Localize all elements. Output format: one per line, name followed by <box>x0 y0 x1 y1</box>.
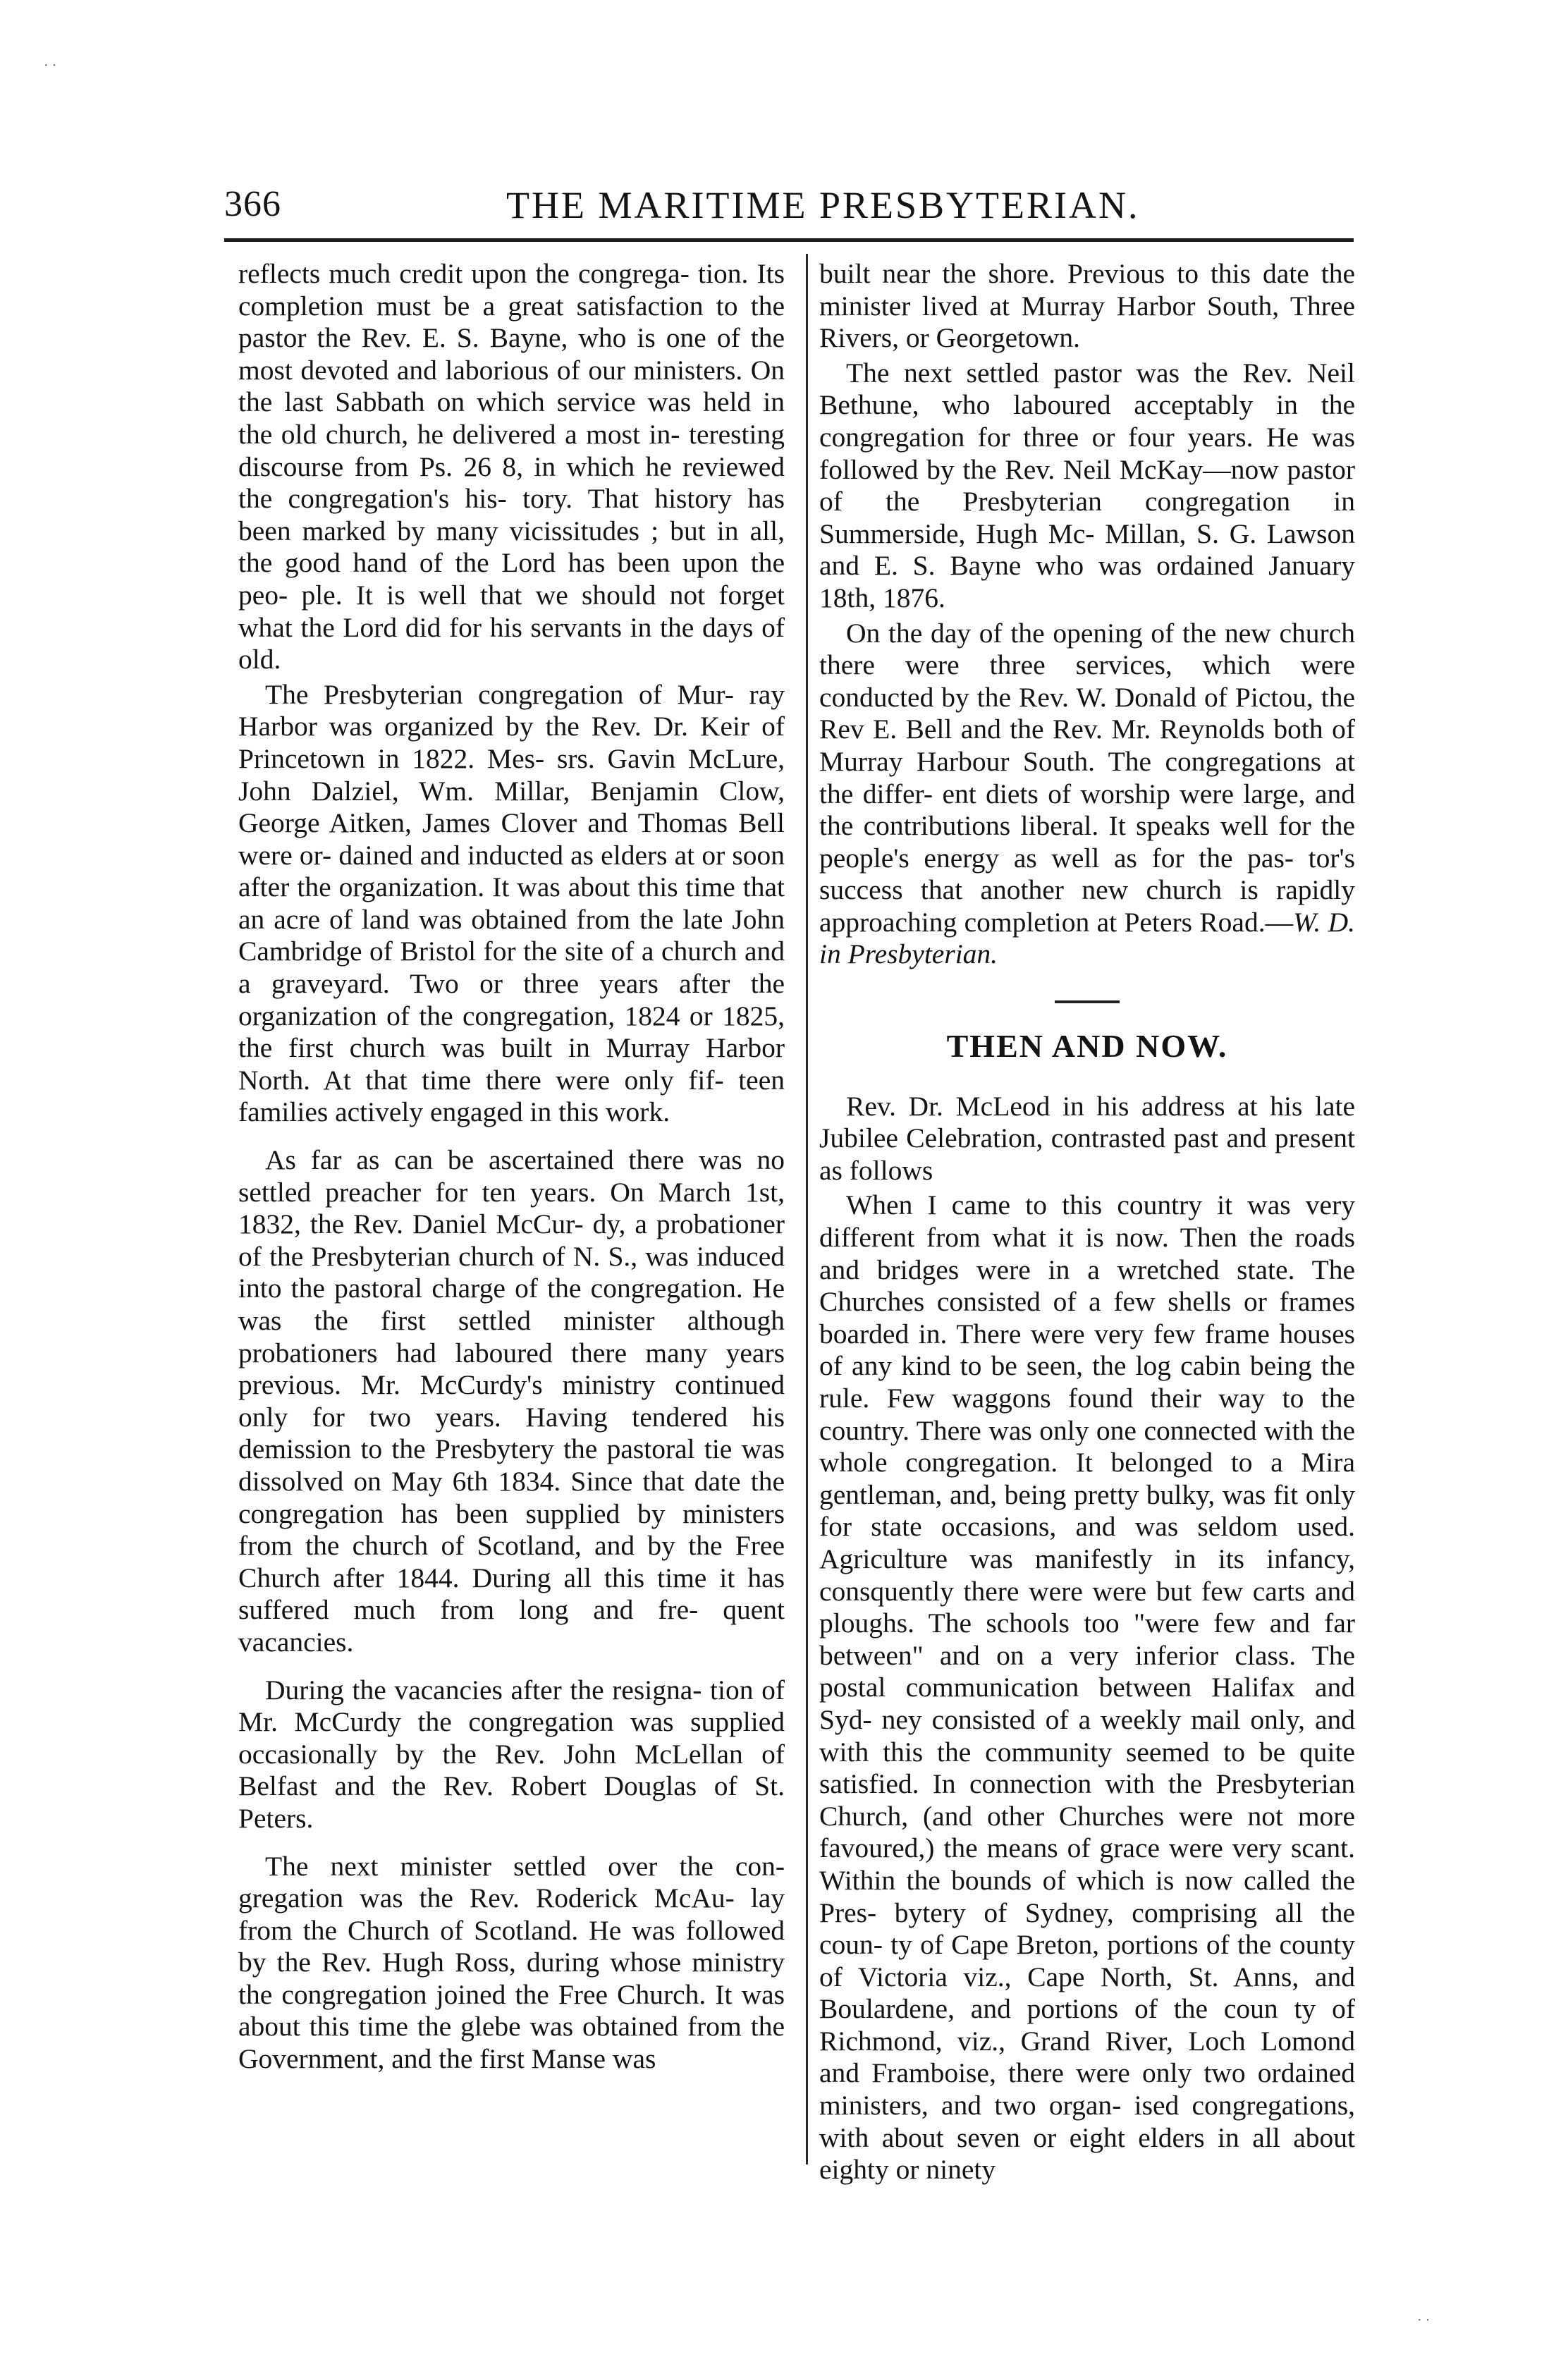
left-paragraph-2: The Presbyterian congregation of Mur- ray Harbor was organized by the Rev. Dr. Keir of Princetown in 1822. Mes- srs. Gavin McLure, John Dalziel, Wm. Millar, Benjamin Clow, George Aitken, James Clover and Thomas Bell were or- dained and inducted as elders at or soon after the organization. It was about this time that an acre of land was obtained from the late John Cambridge of Bristol for the site of a church and a graveyard. Two or three years after the organization of the congregation, 1824 or 1825, the first church was built in Murray Harbor North. At that time there were only fif- teen families actively engaged in this work. <box>238 678 785 1128</box>
header-rule <box>224 238 1354 242</box>
section-paragraph-2: When I came to this country it was very different from what it is now. Then the roads and bridges were in a wretched state. The Churches consisted of a few shells or frames boarded in. There were very few frame houses of any kind to be seen, the log cabin being the rule. Few waggons found their way to the country. There was only one connected with the whole congregation. It belonged to a Mira gentleman, and, being pretty bulky, was fit only for state occasions, and was seldom used. Agriculture was manifestly in its infancy, consquently there were were but few carts and ploughs. The schools too "were few and far between" and on a very inferior class. The postal communication between Halifax and Syd- ney consisted of a weekly mail only, and with this the community seemed to be quite satisfied. In connection with the Presbyterian Church, (and other Churches were not more favoured,) the means of grace were very scant. Within the bounds of which is now called the Pres- bytery of Sydney, comprising all the coun- ty of Cape Breton, portions of the county of Victoria viz., Cape North, St. Anns, and Boulardene, and portions of the coun ty of Richmond, viz., Grand River, Loch Lomond and Framboise, there were only two ordained ministers, and two organ- ised congregations, with about seven or eight elders in all about eighty or ninety <box>819 1189 1355 2186</box>
left-paragraph-4: During the vacancies after the resigna- tion of Mr. McCurdy the congregation was supplied occasionally by the Rev. John McLellan of Belfast and the Rev. Robert Douglas of St. Peters. <box>238 1674 785 1834</box>
right-column <box>819 258 1355 2189</box>
column-divider <box>806 254 808 2164</box>
scan-speck: · · <box>44 58 57 73</box>
right-paragraph-3 <box>819 618 1355 972</box>
scan-speck: · · <box>1417 2313 1431 2328</box>
page-header <box>224 179 1354 235</box>
right-paragraph-2: The next settled pastor was the Rev. Neil Bethune, who laboured acceptably in the congregation for three or four years. He was followed by the Rev. Neil McKay—now pastor of the Presbyterian congregation in Summerside, Hugh Mc- Millan, S. G. Lawson and E. S. Bayne who was ordained January 18th, 1876. <box>819 357 1355 613</box>
left-paragraph-5: The next minister settled over the con- gregation was the Rev. Roderick McAu- lay from the Church of Scotland. He was followed by the Rev. Hugh Ross, during whose ministry the congregation joined the Free Church. It was about this time the glebe was obtained from the Government, and the first Manse was <box>238 1850 785 2075</box>
section-rule <box>1055 1000 1120 1003</box>
right-paragraph-3-text: On the day of the opening of the new church there were three services, which were conducted by the Rev. W. Donald of Pictou, the Rev E. Bell and the Rev. Mr. Reynolds both of Murray Harbour South. The congregations at the differ- ent diets of worship were large, and the contributions liberal. It speaks well for the people's energy as well as for the pas- tor's success that another new church is rapidly approaching completion at Peters Road.— <box>819 617 1355 938</box>
running-title: THE MARITIME PRESBYTERIAN. <box>506 184 1140 226</box>
section-heading: THEN AND NOW. <box>946 1028 1228 1065</box>
section-paragraph-1: Rev. Dr. McLeod in his address at his late Jubilee Celebration, contrasted past and present as follows <box>819 1090 1355 1186</box>
left-paragraph-3: As far as can be ascertained there was no settled preacher for ten years. On March 1st, 1832, the Rev. Daniel McCur- dy, a probationer of the Presbyterian church of N. S., was induced into the pastoral charge of the congregation. He was the first settled minister although probationers had laboured there many years previous. Mr. McCurdy's ministry continued only for two years. Having tendered his demission to the Presbytery the pastoral tie was dissolved on May 6th 1834. Since that date the congregation has been supplied by ministers from the church of Scotland, and by the Free Church after 1844. During all this time it has suffered much from long and fre- quent vacancies. <box>238 1144 785 1658</box>
page-number: 366 <box>224 184 281 224</box>
right-paragraph-1: built near the shore. Previous to this date the minister lived at Murray Harbor South, Three Rivers, or Georgetown. <box>819 258 1355 354</box>
left-paragraph-1: reflects much credit upon the congrega- tion. Its completion must be a great satisfaction to the pastor the Rev. E. S. Bayne, who is one of the most devoted and laborious of our ministers. On the last Sabbath on which service was held in the old church, he delivered a most in- teresting discourse from Ps. 26 8, in which he reviewed the congregation's his- tory. That history has been marked by many vicissitudes ; but in all, the good hand of the Lord has been upon the peo- ple. It is well that we should not forget what the Lord did for his servants in the days of old. <box>238 258 785 675</box>
left-column <box>238 258 785 2078</box>
article-signature: W. D. in Presbyterian. <box>819 906 1355 970</box>
